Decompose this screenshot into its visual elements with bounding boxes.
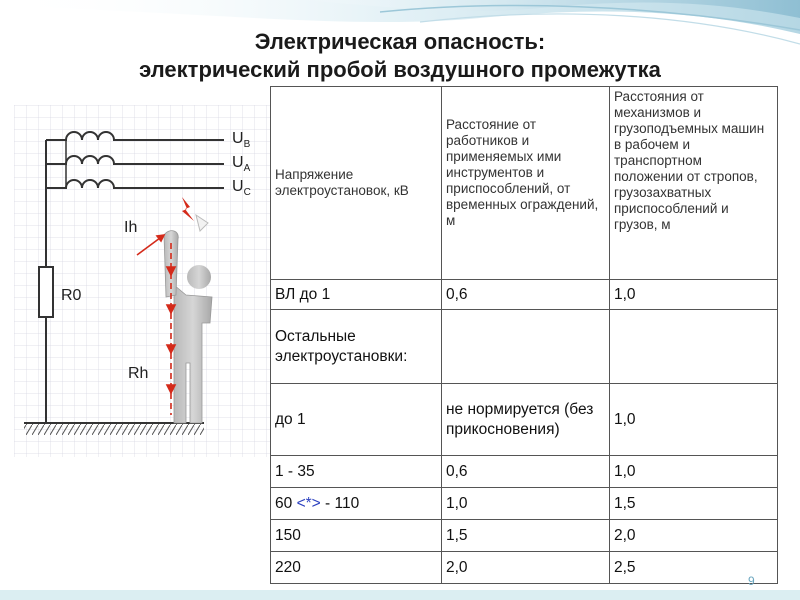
header-mechanism-distance: Расстояния от механизмов и грузоподъемных машин в рабочем и транспортном положении от стропов, грузозахватных приспособлений и грузов, м	[610, 87, 778, 280]
cell-voltage: ВЛ до 1	[271, 280, 442, 310]
label-ub: $U_B$	[232, 130, 251, 150]
slide-title	[0, 28, 800, 84]
cell-mechanism-distance	[610, 310, 778, 384]
cell-voltage: 220	[271, 552, 442, 584]
label-uc: $U_C$	[232, 178, 251, 198]
header-voltage: Напряжение электроустановок, кВ	[271, 87, 442, 280]
cell-voltage: 1 - 35	[271, 456, 442, 488]
cell-worker-distance: 2,0	[442, 552, 610, 584]
ground-hatching	[24, 423, 204, 435]
cell-mechanism-distance: 1,0	[610, 456, 778, 488]
cell-voltage: Остальные электроустановки:	[271, 310, 442, 384]
cell-worker-distance	[442, 310, 610, 384]
circuit-diagram	[14, 105, 276, 457]
table-row	[271, 552, 778, 584]
table-row	[271, 310, 778, 384]
cell-voltage	[271, 488, 442, 520]
label-r0: R0	[61, 287, 82, 304]
table-row	[271, 456, 778, 488]
label-ih: Ih	[124, 219, 138, 236]
label-ua: $U_A$	[232, 154, 251, 174]
bottom-band-decoration	[0, 590, 800, 600]
voltage-suffix: - 110	[320, 494, 360, 512]
cell-worker-distance: 0,6	[442, 280, 610, 310]
footnote-marker: <*>	[296, 494, 321, 512]
cell-mechanism-distance: 2,0	[610, 520, 778, 552]
table-row	[271, 488, 778, 520]
cell-mechanism-distance: 2,5	[610, 552, 778, 584]
cell-worker-distance: 0,6	[442, 456, 610, 488]
table-row	[271, 280, 778, 310]
cell-mechanism-distance: 1,0	[610, 280, 778, 310]
voltage-prefix: 60	[275, 494, 297, 512]
label-rh: Rh	[128, 365, 149, 382]
cell-worker-distance: 1,5	[442, 520, 610, 552]
table-row	[271, 384, 778, 456]
cell-voltage: 150	[271, 520, 442, 552]
cell-worker-distance: 1,0	[442, 488, 610, 520]
page-number: 9	[748, 574, 755, 588]
cell-worker-distance: не нормируется (без прикосновения)	[442, 384, 610, 456]
cell-voltage: до 1	[271, 384, 442, 456]
safety-distance-table	[270, 86, 778, 584]
header-worker-distance: Расстояние от работников и применяемых ими инструментов и приспособлений, от временных ограждений, м	[442, 87, 610, 280]
slide-title-line-1: Электрическая опасность:	[254, 29, 546, 54]
slide-title-line-2: электрический пробой воздушного промежутка	[139, 57, 661, 82]
resistor-r0-symbol	[39, 267, 53, 317]
table-row	[271, 520, 778, 552]
table-header-row	[271, 87, 778, 280]
cell-mechanism-distance: 1,5	[610, 488, 778, 520]
cell-mechanism-distance: 1,0	[610, 384, 778, 456]
